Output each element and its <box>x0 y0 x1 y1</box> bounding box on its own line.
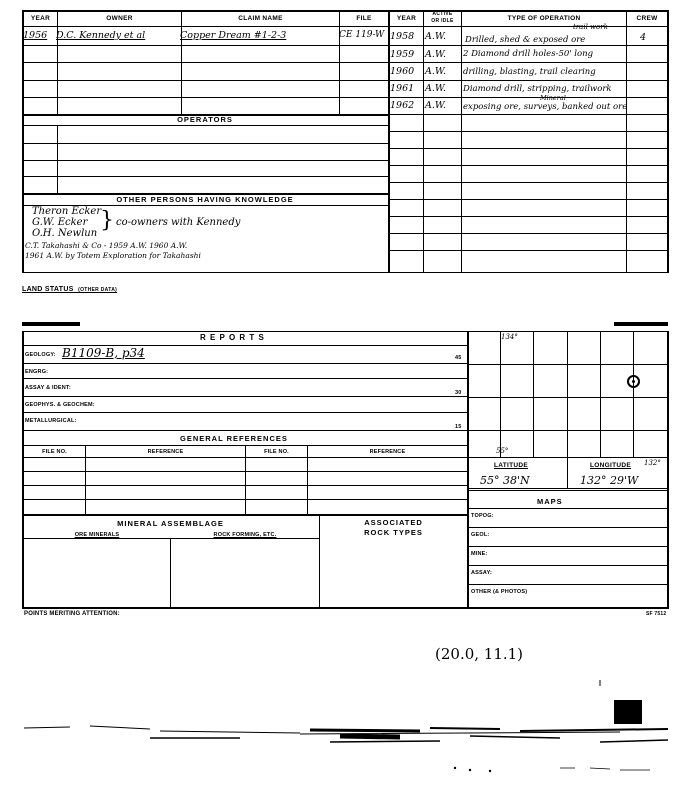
associated-label: ASSOCIATED <box>364 518 423 527</box>
rock-forming-label: ROCK FORMING, ETC. <box>213 532 277 538</box>
op-status: A.W. <box>425 100 447 111</box>
latitude-label: LATITUDE <box>494 462 529 469</box>
op-status: A.W. <box>425 66 447 77</box>
grid-bottom-note: 55° <box>496 447 509 455</box>
owner-year: 1956 <box>23 30 48 41</box>
co-owners-note: co-owners with Kennedy <box>116 217 241 228</box>
longitude-label: LONGITUDE <box>590 462 631 469</box>
op-year: 1958 <box>390 31 415 42</box>
op-type: drilling, blasting, trail clearing <box>463 67 596 77</box>
reports-title: R E P O R T S <box>200 333 265 342</box>
latitude-value: 55° 38'N <box>480 474 530 487</box>
assay-num: 30 <box>455 390 462 396</box>
brace-icon: } <box>100 208 114 233</box>
map-field-assay: ASSAY: <box>471 570 493 576</box>
map-field-other: OTHER (& PHOTOS) <box>471 589 528 595</box>
operator-note: 1961 A.W. by Totem Exploration for Takahashi <box>25 251 201 260</box>
ref-header-file-no: FILE NO. <box>42 449 67 455</box>
points-meriting-attention: POINTS MERITING ATTENTION: <box>24 611 120 617</box>
header-year-2: YEAR <box>396 15 417 22</box>
land-status-label: LAND STATUS <box>22 286 74 293</box>
map-field-topog: TOPOG: <box>471 513 494 519</box>
assay-label: ASSAY & IDENT: <box>25 385 71 391</box>
map-field-geol: GEOL: <box>471 532 490 538</box>
ore-minerals-label: ORE MINERALS <box>74 532 120 538</box>
header-active: ACTIVE <box>432 11 453 17</box>
maps-title: MAPS <box>537 497 563 506</box>
header-year: YEAR <box>30 15 51 22</box>
op-type: Drilled, shed & exposed ore <box>465 35 586 45</box>
header-owner: OWNER <box>106 15 133 22</box>
metallurgical-label: METALLURGICAL: <box>25 418 77 424</box>
ref-header-reference-2: REFERENCE <box>369 449 406 455</box>
longitude-value: 132° 29'W <box>580 474 639 487</box>
operators-label: OPERATORS <box>177 115 233 124</box>
person-name: Theron Ecker <box>32 206 102 217</box>
land-status-sub: (OTHER DATA) <box>78 287 118 293</box>
op-status: A.W. <box>425 31 447 42</box>
op-year: 1960 <box>390 66 415 77</box>
geology-value: B1109-B, p34 <box>62 346 145 360</box>
op-type: exposing ore, surveys, banked out ore <box>463 102 628 112</box>
longitude-extra: 132° <box>644 459 661 467</box>
op-status: A.W. <box>425 49 447 60</box>
file-number: CE 119-W <box>339 30 385 40</box>
metallurgical-num: 15 <box>455 424 462 430</box>
rock-types-label: ROCK TYPES <box>364 528 423 537</box>
mineral-assemblage-title: MINERAL ASSEMBLAGE <box>117 519 224 528</box>
geophys-label: GEOPHYS. & GEOCHEM: <box>25 402 95 408</box>
operator-note: C.T. Takahashi & Co - 1959 A.W. 1960 A.W. <box>25 241 188 250</box>
header-or-idle: OR IDLE <box>431 18 454 24</box>
ref-header-file-no-2: FILE NO. <box>264 449 289 455</box>
header-crew: CREW <box>636 15 658 22</box>
person-name: O.H. Newlun <box>32 228 98 239</box>
op-year: 1961 <box>390 83 415 94</box>
owner-name: D.C. Kennedy et al <box>56 30 146 41</box>
claim-name: Copper Dream #1-2-3 <box>180 30 287 41</box>
grid-top-note: 134° <box>501 333 518 341</box>
op-type: Diamond drill, stripping, trailwork <box>463 84 612 94</box>
header-type-of-operation: TYPE OF OPERATION <box>507 15 581 22</box>
form-number: SF 7512 <box>646 611 667 617</box>
op-crew: 4 <box>640 32 647 43</box>
op-type: 2 Diamond drill holes-50' long <box>463 49 594 59</box>
other-persons-label: OTHER PERSONS HAVING KNOWLEDGE <box>116 195 294 204</box>
header-claim-name: CLAIM NAME <box>238 15 283 22</box>
op-year: 1959 <box>390 49 415 60</box>
header-file: FILE <box>356 15 372 22</box>
ref-header-reference: REFERENCE <box>147 449 184 455</box>
general-references-label: GENERAL REFERENCES <box>180 434 288 443</box>
person-name: G.W. Ecker <box>32 217 88 228</box>
op-year: 1962 <box>390 100 415 111</box>
op-note: Mineral <box>540 94 566 102</box>
op-note: trail work <box>573 23 608 31</box>
engrg-label: ENGRG: <box>25 369 49 375</box>
geology-num: 45 <box>455 355 462 361</box>
map-field-mine: MINE: <box>471 551 488 557</box>
op-status: A.W. <box>425 83 447 94</box>
geology-label: GEOLOGY: <box>25 352 56 358</box>
note-code: (20.0, 11.1) <box>435 645 524 663</box>
